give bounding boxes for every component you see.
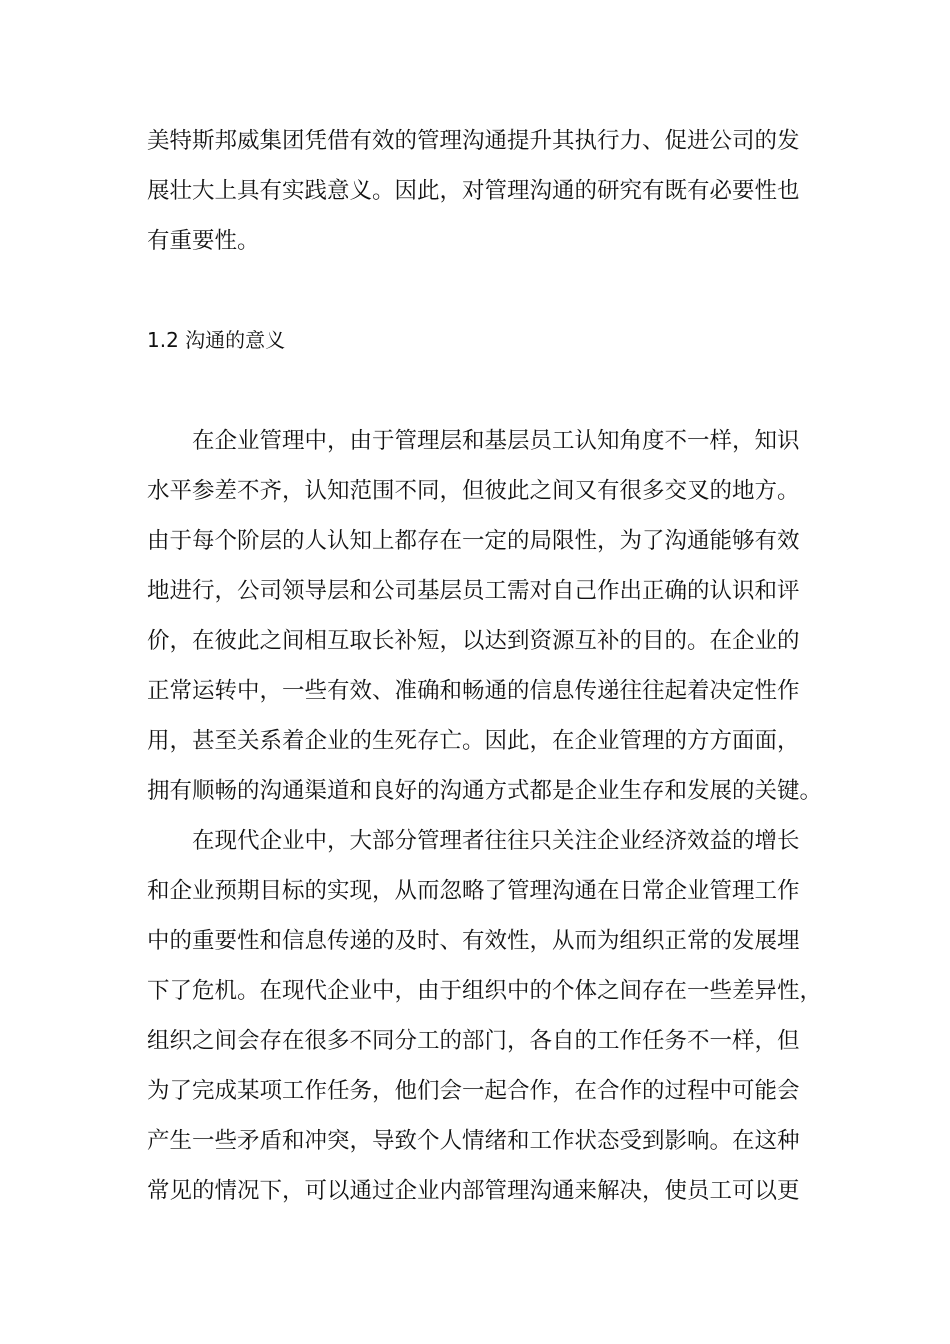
paragraph-2-line-6: 为了完成某项工作任务，他们会一起合作，在合作的过程中可能会 — [147, 1078, 800, 1104]
intro-line-1: 美特斯邦威集团凭借有效的管理沟通提升其执行力、促进公司的发 — [147, 128, 800, 154]
intro-line-3: 有重要性。 — [147, 228, 260, 254]
paragraph-1-line-2: 水平参差不齐，认知范围不同，但彼此之间又有很多交叉的地方。 — [147, 478, 800, 504]
paragraph-1-line-5: 价，在彼此之间相互取长补短，以达到资源互补的目的。在企业的 — [147, 628, 800, 654]
paragraph-2-line-5: 组织之间会存在很多不同分工的部门，各自的工作任务不一样，但 — [147, 1028, 800, 1054]
paragraph-1-line-1: 在企业管理中，由于管理层和基层员工认知角度不一样，知识 — [192, 428, 800, 454]
section-heading: 1.2 沟通的意义 — [147, 328, 286, 352]
paragraph-2-line-3: 中的重要性和信息传递的及时、有效性，从而为组织正常的发展埋 — [147, 928, 800, 954]
paragraph-1-line-6: 正常运转中，一些有效、准确和畅通的信息传递往往起着决定性作 — [147, 678, 800, 704]
paragraph-2-line-1: 在现代企业中，大部分管理者往往只关注企业经济效益的增长 — [192, 828, 800, 854]
intro-line-2: 展壮大上具有实践意义。因此，对管理沟通的研究有既有必要性也 — [147, 178, 800, 204]
paragraph-2-line-8: 常见的情况下，可以通过企业内部管理沟通来解决，使员工可以更 — [147, 1178, 800, 1204]
paragraph-2-line-4: 下了危机。在现代企业中，由于组织中的个体之间存在一些差异性， — [147, 978, 823, 1004]
paragraph-1-line-8: 拥有顺畅的沟通渠道和良好的沟通方式都是企业生存和发展的关键。 — [147, 778, 823, 804]
paragraph-1-line-7: 用，甚至关系着企业的生死存亡。因此，在企业管理的方方面面， — [147, 728, 800, 754]
paragraph-2-line-7: 产生一些矛盾和冲突，导致个人情绪和工作状态受到影响。在这种 — [147, 1128, 800, 1154]
paragraph-1-line-4: 地进行，公司领导层和公司基层员工需对自己作出正确的认识和评 — [147, 578, 800, 604]
paragraph-2-line-2: 和企业预期目标的实现，从而忽略了管理沟通在日常企业管理工作 — [147, 878, 800, 904]
paragraph-1-line-3: 由于每个阶层的人认知上都存在一定的局限性，为了沟通能够有效 — [147, 528, 800, 554]
